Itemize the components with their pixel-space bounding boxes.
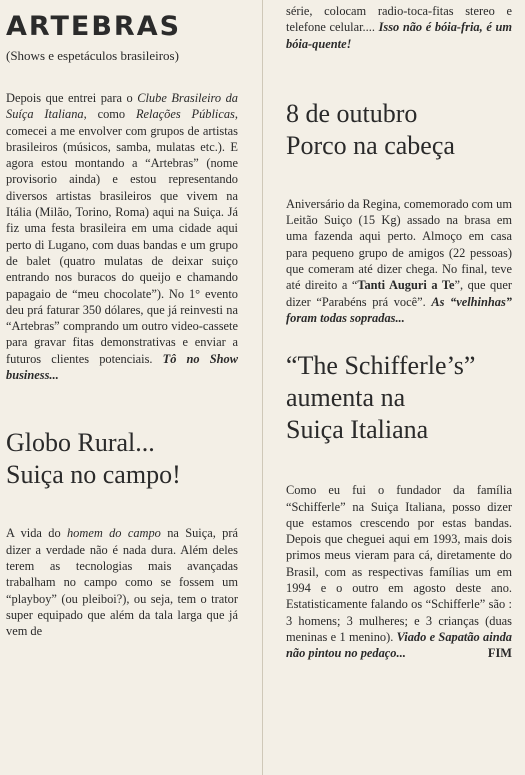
artebras-article: Depois que entrei para o Clube Brasileiro da Suíça Italiana, como Relações Públicas, comecei a me envolver com grupos de artistas brasileiros (músicos, samba, mulatas etc.). E agora estou montando a “Artebras” (nome provisorio ainda) e estou representando diversos artistas brasileiros que vivem na Itália (Milão, Torino, Roma) aqui na Suiça. Já fiz uma festa brasileira em uma cidade aqui perto di Lugano, com duas bandas e um grupo de balet (quatro mulatas de deixar suiço entrando nos buracos do queijo e chamando papagaio de “meu chocolate”). No 1° evento deu prá faturar 350 dólares, que já reinvesti na “Artebras” comprando um outro video-cassete para gravar fitas demonstrativas e enviar a futuros clientes potenciais. Tô no Show business... [6,91,238,383]
fim-label: FIM [487,646,512,661]
globo-rural-article: A vida do homem do campo na Suiça, prá dizer a verdade não é nada dura. Além deles terem as tecnologias mais avançadas trabalham no campo como se fossem um “playboy” (ou pleiboi?), ou seja, tem o trator super equipado que além da tala larga que já vem de [6,526,238,639]
globo-rural-heading: Globo Rural... Suiça no campo! [6,428,181,490]
column-divider [262,0,263,775]
schifferle-heading: “The Schifferle’s” aumenta na Suiça Italiana [286,351,476,445]
porco-article: Aniversário da Regina, comemorado com um Leitão Suiço (15 Kg) assado na brasa em uma fazenda aqui perto. Almoço em casa para pequeno grupo de amigos (22 pessoas) que comeram até dizer chega. No final, teve até direito a “Tanti Auguri a Te”, que quer dizer “Parabéns prá você”. As “velhinhas” foram todas sopradas... [286,196,513,325]
left-column [6,0,238,639]
globo-rural-continuation: série, colocam radio-toca-fitas stereo e telefone celular.... Isso não é bóia-fria, é um bóia-quente! [286,4,512,51]
schifferle-article: Como eu fui o fundador da família “Schifferle” na Suiça Italiana, posso dizer que estamos crescendo por estas bandas. Depois que cheguei aqui em 1993, mais dois primos meus vieram para cá, diretamente do Brasil, com as respectivas famílias um em 1994 e o outro em agosto deste ano. Estatisticamente falando os “Schifferle” são : 3 homens; 3 mulheres; e 3 crianças (duas meninas e 1 menino). Viado e Sapatão ainda não pintou no pedaço... FIM [286,483,512,661]
artebras-logo: ARTEBRAS [6,11,182,42]
porco-heading: 8 de outubro Porco na cabeça [286,98,455,160]
artebras-subtitle: (Shows e espetáculos brasileiros) [6,48,179,63]
right-column [286,0,512,662]
